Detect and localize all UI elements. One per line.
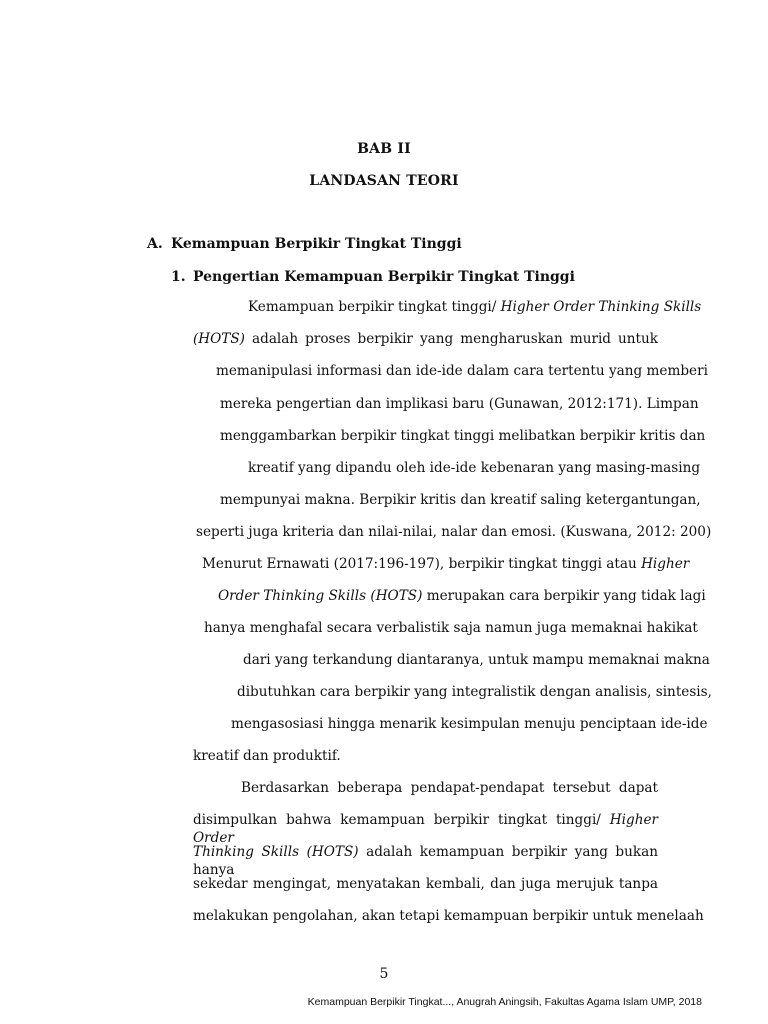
text-run: merupakan cara berpikir yang tidak lagi — [422, 588, 706, 604]
italic-term: Higher — [641, 556, 690, 572]
text-run: Menurut Ernawati (2017:196-197), berpikir tingkat tinggi atau — [202, 556, 642, 572]
page-number: 5 — [379, 966, 389, 982]
chapter-label: BAB II — [357, 141, 411, 157]
italic-term: (HOTS) — [193, 331, 245, 347]
section-a-marker: A. — [147, 236, 163, 252]
para1-line-8: seperti juga kriteria dan nilai-nilai, nalar dan emosi. (Kuswana, 2012: 200) — [196, 524, 712, 540]
para1-line-13: dibutuhkan cara berpikir yang integralistik dengan analisis, sintesis, — [237, 684, 712, 700]
para1-line-5: menggambarkan berpikir tingkat tinggi melibatkan berpikir kritis dan — [220, 428, 706, 444]
para2-line-4: sekedar mengingat, menyatakan kembali, dan juga merujuk tanpa — [193, 876, 658, 892]
para1-line-10 — [218, 587, 706, 605]
para1-line-7: mempunyai makna. Berpikir kritis dan kreatif saling ketergantungan, — [220, 492, 701, 508]
italic-term: Order Thinking Skills (HOTS) — [218, 588, 423, 604]
para1-line-14: mengasosiasi hingga menarik kesimpulan menuju penciptaan ide-ide — [231, 716, 708, 732]
para2-line-2 — [193, 811, 658, 847]
subsection-1-title: Pengertian Kemampuan Berpikir Tingkat Tinggi — [193, 269, 575, 285]
para1-line-9 — [202, 555, 689, 573]
para1-line-11: hanya menghafal secara verbalistik saja namun juga memaknai hakikat — [204, 620, 698, 636]
chapter-title: LANDASAN TEORI — [309, 173, 459, 189]
para1-line-15: kreatif dan produktif. — [193, 748, 341, 764]
footer-note: Kemampuan Berpikir Tingkat..., Anugrah Aningsih, Fakultas Agama Islam UMP, 2018 — [307, 996, 702, 1008]
text-run: disimpulkan bahwa kemampuan berpikir tingkat tinggi/ — [193, 812, 610, 828]
italic-term: Thinking Skills (HOTS) — [193, 844, 359, 860]
para1-line-3: memanipulasi informasi dan ide-ide dalam cara tertentu yang memberi — [216, 363, 708, 379]
para1-line-1 — [248, 298, 701, 316]
para1-line-2 — [193, 330, 658, 348]
text-run: Kemampuan berpikir tingkat tinggi/ — [248, 299, 501, 315]
para1-line-12: dari yang terkandung diantaranya, untuk mampu memaknai makna — [243, 652, 710, 668]
italic-term: Higher Order Thinking Skills — [500, 299, 702, 315]
subsection-1-marker: 1. — [171, 269, 186, 285]
para1-line-6: kreatif yang dipandu oleh ide-ide kebenaran yang masing-masing — [248, 460, 701, 476]
para2-line-1: Berdasarkan beberapa pendapat-pendapat tersebut dapat — [241, 780, 658, 796]
para2-line-5: melakukan pengolahan, akan tetapi kemampuan berpikir untuk menelaah — [193, 908, 704, 924]
para1-line-4: mereka pengertian dan implikasi baru (Gunawan, 2012:171). Limpan — [220, 396, 699, 412]
text-run: adalah proses berpikir yang mengharuskan murid untuk — [245, 331, 658, 347]
section-a-title: Kemampuan Berpikir Tingkat Tinggi — [171, 236, 462, 252]
para2-line-3 — [193, 843, 658, 879]
text-run: adalah kemampuan berpikir yang bukan hanya — [193, 844, 658, 878]
italic-term: Higher Order — [193, 812, 658, 846]
